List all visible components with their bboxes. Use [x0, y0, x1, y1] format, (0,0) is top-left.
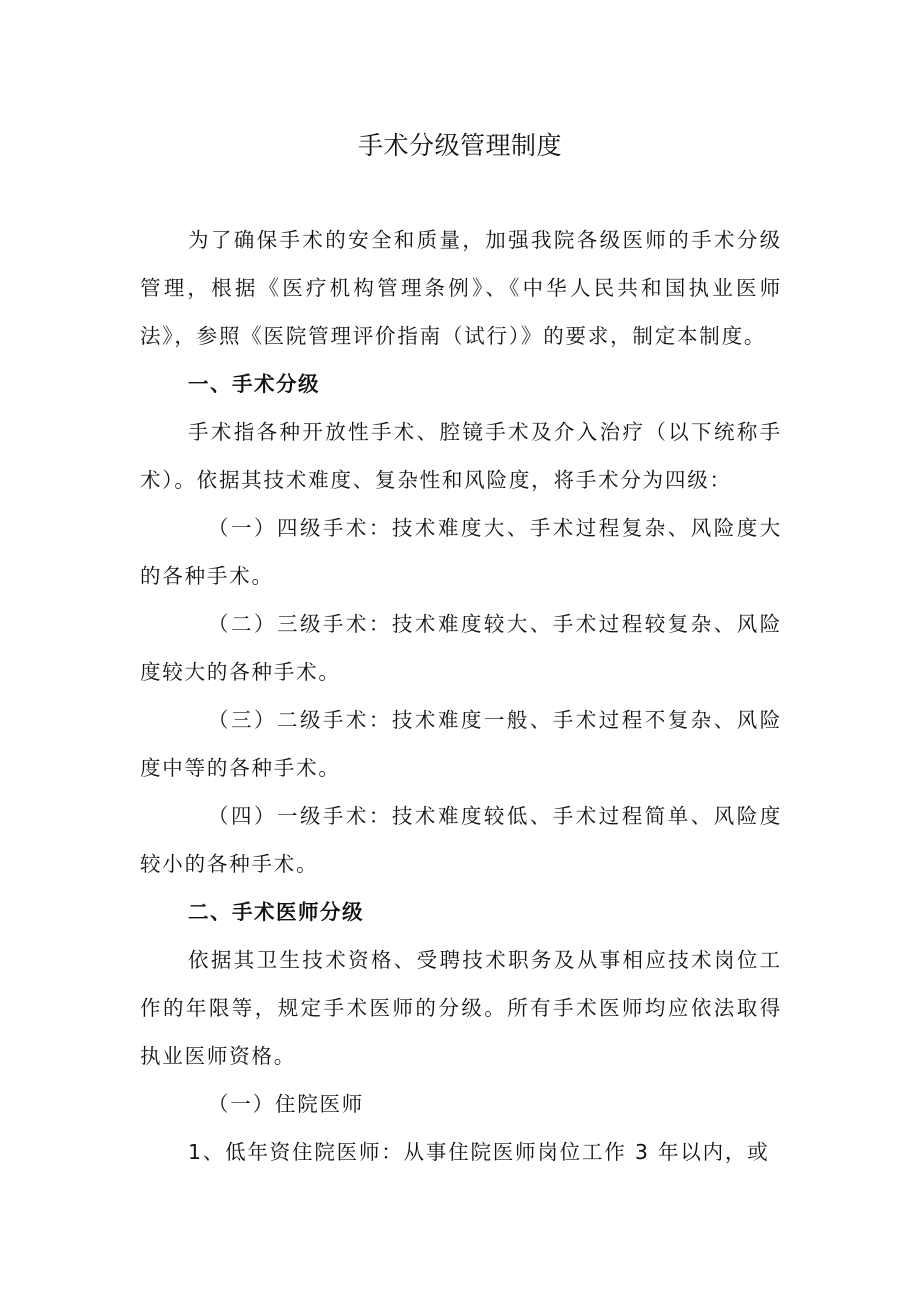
section-heading-surgeon-grading: 二、手术医师分级	[188, 900, 364, 924]
document-title: 手术分级管理制度	[357, 131, 562, 160]
grade-three-item: （二）三级手术：技术难度较大、手术过程较复杂、风险度较大的各种手术。	[140, 612, 782, 684]
grade-four-item: （一）四级手术：技术难度大、手术过程复杂、风险度大的各种手术。	[140, 516, 782, 588]
surgery-definition-paragraph: 手术指各种开放性手术、腔镜手术及介入治疗（以下统称手术）。依据其技术难度、复杂性和风险度，将手术分为四级：	[140, 420, 782, 492]
grade-one-item: （四）一级手术：技术难度较低、手术过程简单、风险度较小的各种手术。	[140, 804, 782, 876]
grade-two-item: （三）二级手术：技术难度一般、手术过程不复杂、风险度中等的各种手术。	[140, 708, 782, 780]
resident-subheading: （一）住院医师	[208, 1092, 365, 1116]
surgeon-grading-paragraph: 依据其卫生技术资格、受聘技术职务及从事相应技术岗位工作的年限等，规定手术医师的分级。所有手术医师均应依法取得执业医师资格。	[140, 948, 782, 1068]
section-heading-surgery-grading: 一、手术分级	[188, 372, 320, 396]
intro-paragraph: 为了确保手术的安全和质量，加强我院各级医师的手术分级管理，根据《医疗机构管理条例》、《中华人民共和国执业医师法》，参照《医院管理评价指南（试行）》的要求，制定本制度。	[140, 228, 782, 348]
junior-resident-item: 1、低年资住院医师：从事住院医师岗位工作 3 年以内，或	[188, 1140, 770, 1164]
